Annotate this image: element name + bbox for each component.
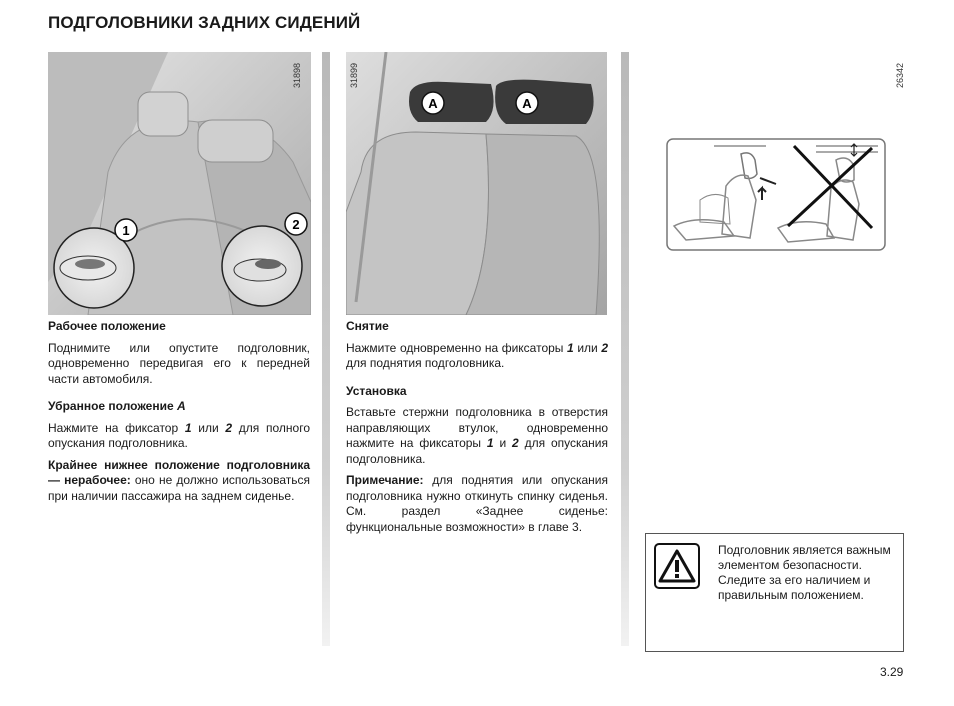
figure-code: 31899 <box>349 62 359 88</box>
paragraph-lowest-position: Крайнее нижнее положение подголовника — нерабочее: оно не должно использоваться при наличии пассажира на заднем сиденье. <box>48 457 310 503</box>
column-divider <box>621 52 629 646</box>
callout-a-left: A <box>428 96 438 111</box>
paragraph-working-position: Поднимите или опустите подголовник, одновременно передвигая его к передней части автомобиля. <box>48 340 310 386</box>
seat-latches-illustration <box>48 52 311 315</box>
warning-box <box>645 533 904 652</box>
warning-text: Подголовник является важным элементом безопасности. Следите за его наличием и правильным положением. <box>718 543 891 602</box>
warning-icon <box>654 543 700 589</box>
heading-installation: Установка <box>346 383 407 398</box>
callout-1: 1 <box>122 223 130 238</box>
heading-stowed-position: Убранное положение A <box>48 399 186 413</box>
figure-code: 26342 <box>895 62 905 88</box>
figure-seat-latches <box>48 52 311 315</box>
page-title: ПОДГОЛОВНИКИ ЗАДНИХ СИДЕНИЙ <box>48 13 361 32</box>
figure-headrest-position <box>666 138 886 252</box>
paragraph-stowed-position: Нажмите на фиксатор 1 или 2 для полного опускания подголовника. <box>48 420 310 450</box>
paragraph-removal: Нажмите одновременно на фиксаторы 1 или 2 для поднятия подголовника. <box>346 340 609 370</box>
callout-2: 2 <box>292 217 300 232</box>
callout-a-right: A <box>522 96 532 111</box>
headrests-illustration <box>346 52 607 315</box>
headrest-position-diagram <box>666 138 886 252</box>
page-number: 3.29 <box>880 665 904 679</box>
figure-headrests <box>346 52 607 315</box>
column-divider <box>322 52 330 646</box>
column-1-text <box>48 319 310 504</box>
heading-removal: Снятие <box>346 319 389 333</box>
paragraph-installation: Вставьте стержни подголовника в отверстия направляющих втулок, одновременно нажмите на фиксаторы 1 и 2 для опускания подголовника. <box>346 405 608 466</box>
heading-working-position: Рабочее положение <box>48 319 166 333</box>
figure-code: 31898 <box>292 62 302 88</box>
column-2-text <box>346 319 608 535</box>
paragraph-note: Примечание: для поднятия или опускания подголовника нужно откинуть спинку сиденья. См. раздел «Заднее сиденье: функциональные возможности» в главе 3. <box>346 473 608 534</box>
